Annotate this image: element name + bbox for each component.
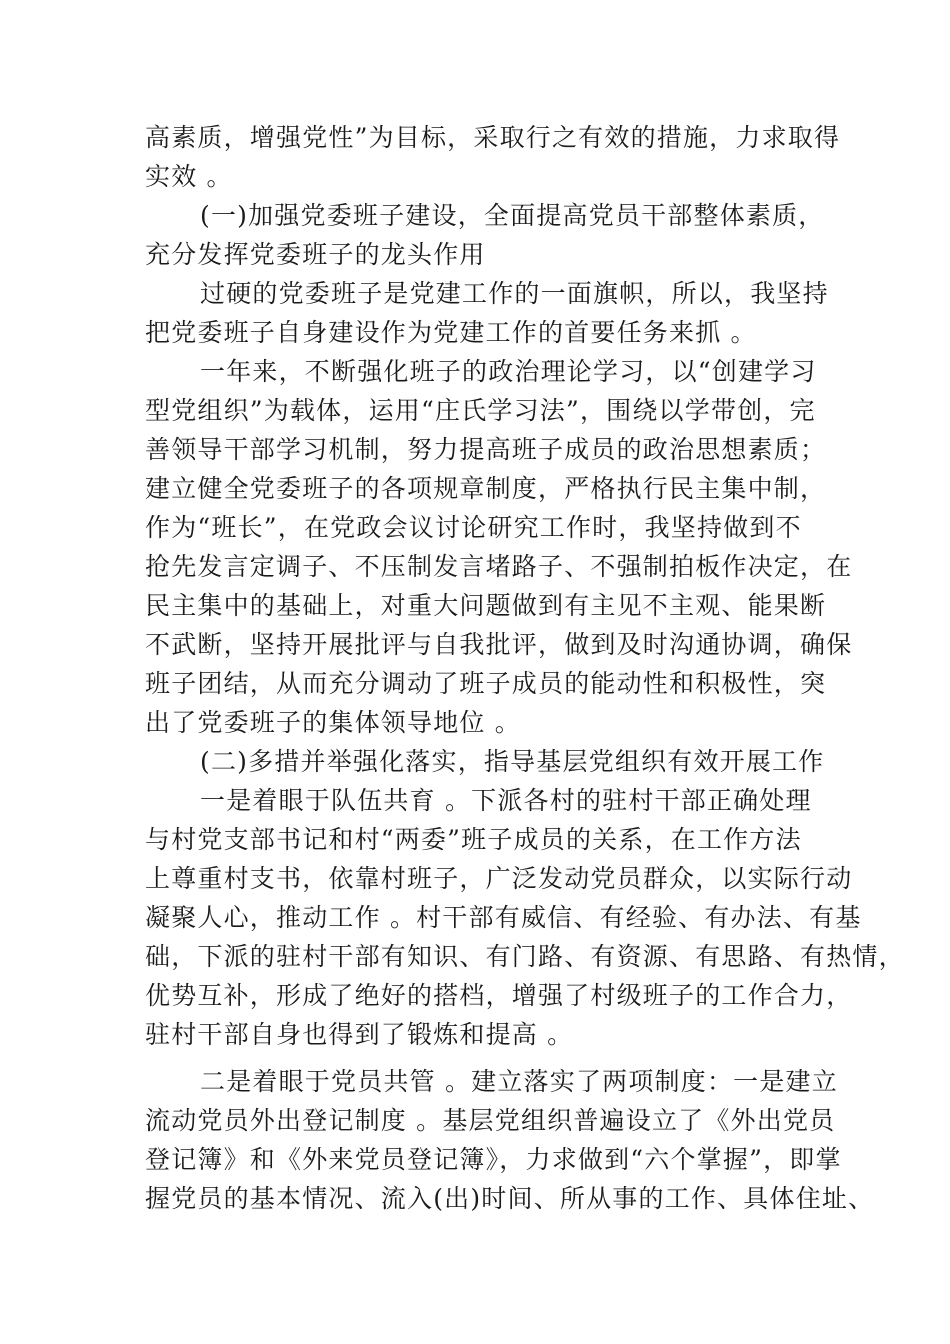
text-line: 班子团结，从而充分调动了班子成员的能动性和积极性，突 bbox=[145, 669, 827, 698]
text-line: 建立健全党委班子的各项规章制度，严格执行民主集中制， bbox=[145, 474, 827, 503]
text-line: 凝聚人心，推动工作 。村干部有威信、有经验、有办法、有基 bbox=[145, 903, 862, 932]
text-line: 上尊重村支书，依靠村班子，广泛发动党员群众，以实际行动 bbox=[145, 864, 853, 893]
text-line: 把党委班子自身建设作为党建工作的首要任务来抓 。 bbox=[145, 318, 757, 347]
text-line: 高素质，增强党性”为目标，采取行之有效的措施，力求取得 bbox=[145, 123, 841, 152]
text-line: 抢先发言定调子、不压制发言堵路子、不强制拍板作决定，在 bbox=[145, 552, 853, 581]
text-line: 与村党支部书记和村“两委”班子成员的关系，在工作方法 bbox=[145, 825, 802, 854]
section-heading: (一)加强党委班子建设，全面提高党员干部整体素质， bbox=[200, 201, 825, 230]
text-line: 实效 。 bbox=[145, 162, 233, 191]
text-line: 优势互补，形成了绝好的搭档，增强了村级班子的工作合力， bbox=[145, 981, 853, 1010]
text-line: 握党员的基本情况、流入(出)时间、所从事的工作、具体住址、 bbox=[145, 1184, 875, 1213]
text-line: 二是着眼于党员共管 。建立落实了两项制度：一是建立 bbox=[200, 1067, 838, 1096]
text-line: 不武断，坚持开展批评与自我批评，做到及时沟通协调，确保 bbox=[145, 630, 853, 659]
text-line: 驻村干部自身也得到了锻炼和提高 。 bbox=[145, 1020, 574, 1049]
text-line: 善领导干部学习机制，努力提高班子成员的政治思想素质； bbox=[145, 435, 827, 464]
text-line: 作为“班长”，在党政会议讨论研究工作时，我坚持做到不 bbox=[145, 513, 802, 542]
text-line: 登记簿》和《外来党员登记簿》，力求做到“六个掌握”，即掌 bbox=[145, 1145, 842, 1174]
text-line: 过硬的党委班子是党建工作的一面旗帜，所以，我坚持 bbox=[200, 279, 829, 308]
text-line: 一年来，不断强化班子的政治理论学习，以“创建学习 bbox=[200, 357, 817, 386]
section-heading: (二)多措并举强化落实，指导基层党组织有效开展工作 bbox=[200, 747, 825, 776]
text-line: 一是着眼于队伍共育 。下派各村的驻村干部正确处理 bbox=[200, 786, 812, 815]
text-line: 流动党员外出登记制度 。基层党组织普遍设立了《外出党员 bbox=[145, 1106, 836, 1135]
section-heading: 充分发挥党委班子的龙头作用 bbox=[145, 240, 486, 269]
text-line: 民主集中的基础上，对重大问题做到有主见不主观、能果断 bbox=[145, 591, 827, 620]
text-line: 出了党委班子的集体领导地位 。 bbox=[145, 708, 521, 737]
text-line: 础，下派的驻村干部有知识、有门路、有资源、有思路、有热情， bbox=[145, 942, 905, 971]
text-line: 型党组织”为载体，运用“庄氏学习法”，围绕以学带创，完 bbox=[145, 396, 816, 425]
